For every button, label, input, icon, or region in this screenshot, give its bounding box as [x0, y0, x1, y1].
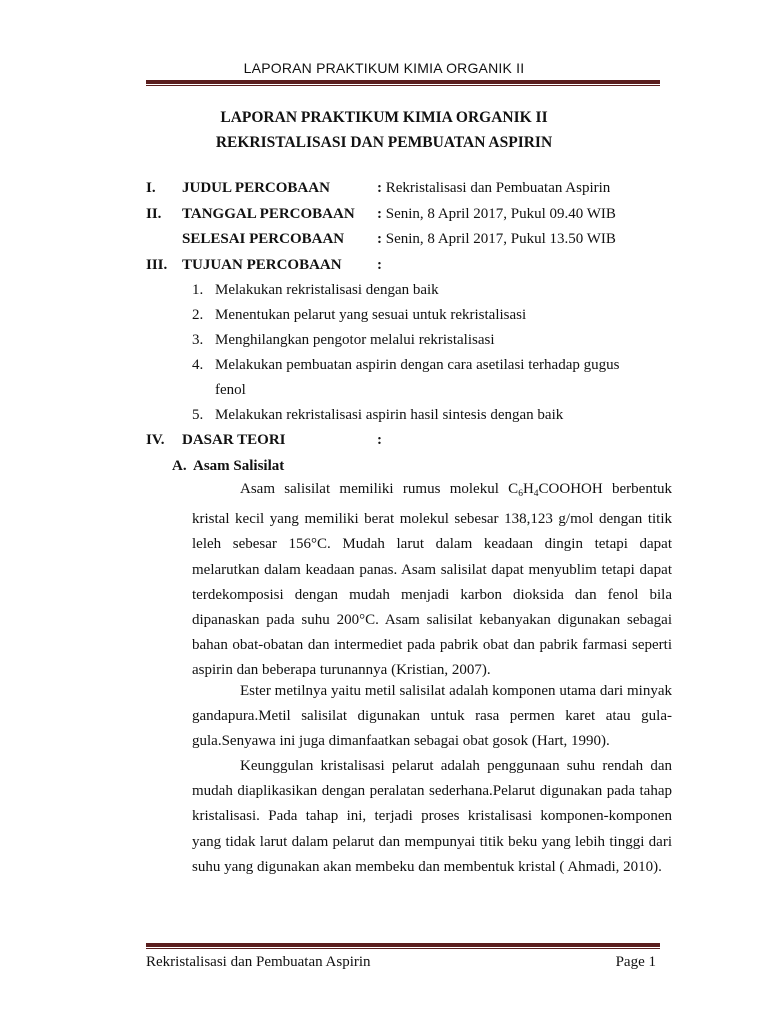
list-item: Menghilangkan pengotor melalui rekristalisasi	[215, 332, 495, 348]
judul-value: : Rekristalisasi dan Pembuatan Aspirin	[377, 180, 611, 196]
list-item: Melakukan rekristalisasi aspirin hasil sintesis dengan baik	[215, 407, 564, 423]
tanggal-label: TANGGAL PERCOBAAN	[182, 206, 355, 222]
running-header: LAPORAN PRAKTIKUM KIMIA ORGANIK II	[243, 60, 525, 76]
report-subtitle: REKRISTALISASI DAN PEMBUATAN ASPIRIN	[215, 134, 553, 151]
list-item-continuation: fenol	[215, 382, 246, 398]
list-number: 4.	[192, 357, 204, 373]
footer-rule	[146, 943, 660, 949]
colon: :	[377, 257, 382, 273]
judul-label: JUDUL PERCOBAAN	[182, 180, 330, 196]
list-number: 2.	[192, 307, 204, 323]
paragraph-2: Ester metilnya yaitu metil salisilat adalah komponen utama dari minyak gandapura.Metil salisilat digunakan untuk rasa permen karet atau gula-gula.Senyawa ini juga dimanfaatkan sebagai obat gosok (Hart, 1990).	[192, 683, 672, 750]
section-number: II.	[146, 206, 162, 222]
footer-title: Rekristalisasi dan Pembuatan Aspirin	[146, 954, 371, 970]
report-title: LAPORAN PRAKTIKUM KIMIA ORGANIK II	[220, 109, 548, 126]
section-number: IV.	[146, 432, 165, 448]
section-number: III.	[146, 257, 168, 273]
list-item: Melakukan pembuatan aspirin dengan cara asetilasi terhadap gugus	[215, 357, 620, 373]
subsection-letter: A.	[172, 458, 187, 474]
colon: :	[377, 432, 382, 448]
header-rule	[146, 80, 660, 86]
list-number: 3.	[192, 332, 204, 348]
tanggal-value: : Senin, 8 April 2017, Pukul 09.40 WIB	[377, 206, 616, 222]
list-number: 1.	[192, 282, 204, 298]
selesai-label: SELESAI PERCOBAAN	[182, 231, 345, 247]
list-number: 5.	[192, 407, 204, 423]
paragraph-3: Keunggulan kristalisasi pelarut adalah penggunaan suhu rendah dan mudah diaplikasikan dengan peralatan sederhana.Pelarut digunakan pada tahap kristalisasi. Pada tahap ini, terjadi proses kristalisasi komponen-komponen yang tidak larut dalam pelarut dan mempunyai titik beku yang lebih tinggi dari suhu yang digunakan akan membeku dan membentuk kristal ( Ahmadi, 2010).	[192, 758, 672, 875]
list-item: Menentukan pelarut yang sesuai untuk rekristalisasi	[215, 307, 527, 323]
tujuan-label: TUJUAN PERCOBAAN	[182, 257, 342, 273]
paragraph-1: Asam salisilat memiliki rumus molekul $C_6H_4COOHOH$ berbentuk kristal kecil yang memiliki berat molekul sebesar 138,123 g/mol dengan titik leleh sebesar 156°C. Mudah larut dalam keadaan dingin tetapi dapat melarutkan dalam keadaan panas. Asam salisilat dapat menyublim tetapi dapat terdekomposisi dengan mudah menjadi karbon dioksida dan fenol bila dipanaskan pada suhu 200°C. Asam salisilat kebanyakan digunakan sebagai bahan obat-obatan dan intermediet pada pabrik obat dan pabrik farmasi seperti aspirin dan beberapa turunannya (Kristian, 2007).	[192, 481, 672, 679]
page-number: Page 1	[615, 954, 656, 970]
subsection-title: Asam Salisilat	[193, 458, 285, 474]
dasar-label: DASAR TEORI	[182, 432, 286, 448]
list-item: Melakukan rekristalisasi dengan baik	[215, 282, 439, 298]
section-number: I.	[146, 180, 156, 196]
selesai-value: : Senin, 8 April 2017, Pukul 13.50 WIB	[377, 231, 616, 247]
